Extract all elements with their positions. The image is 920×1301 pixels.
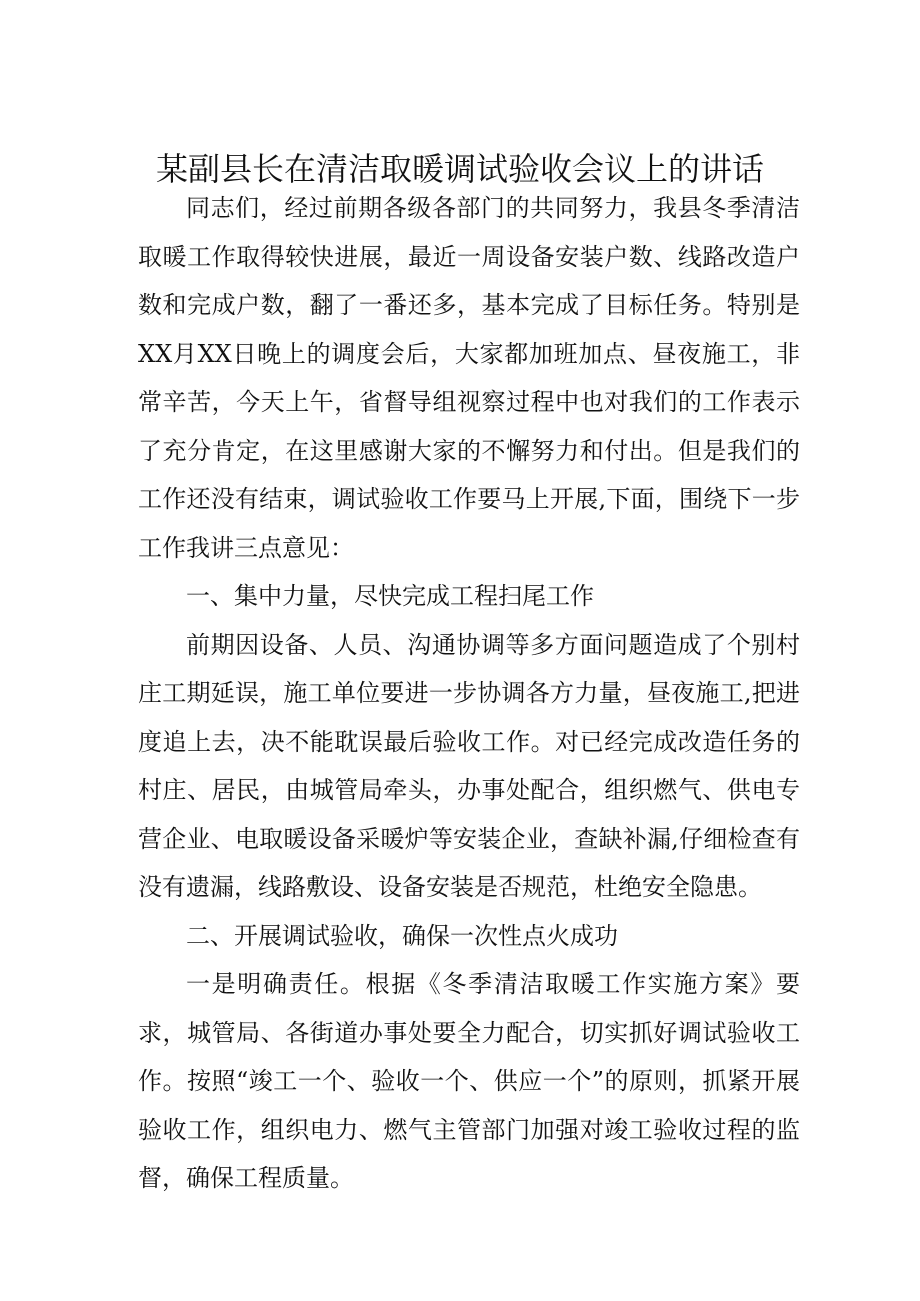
section-heading-two: 二、开展调试验收，确保一次性点火成功: [186, 921, 618, 950]
document-title: 某副县长在清洁取暖调试验收会议上的讲话: [155, 150, 764, 188]
paragraph-section-one: 前期因设备、人员、沟通协调等多方面问题造成了个别村庄工期延误，施工单位要进一步协调各方力量，昼夜施工,把进度追上去，决不能耽误最后验收工作。对已经完成改造任务的村庄、居民，由城管局牵头，办事处配合，组织燃气、供电专营企业、电取暖设备采暖炉等安装企业，查缺补漏,仔细检查有没有遗漏，线路敷设、设备安装是否规范，杜绝安全隐患。: [138, 630, 800, 901]
paragraph-opening: 同志们，经过前期各级各部门的共同努力，我县冬季清洁取暖工作取得较快进展，最近一周设备安装户数、线路改造户数和完成户数，翻了一番还多，基本完成了目标任务。特别是XX月XX日晚上的调度会后，大家都加班加点、昼夜施工，非常辛苦，今天上午，省督导组视察过程中也对我们的工作表示了充分肯定，在这里感谢大家的不懈努力和付出。但是我们的工作还没有结束，调试验收工作要马上开展,下面，围绕下一步工作我讲三点意见：: [138, 194, 800, 562]
document-body: [138, 184, 800, 1203]
paragraph-section-two: 一是明确责任。根据《冬季清洁取暖工作实施方案》要求，城管局、各街道办事处要全力配合，切实抓好调试验收工作。按照“竣工一个、验收一个、供应一个”的原则，抓紧开展验收工作，组织电力、燃气主管部门加强对竣工验收过程的监督，确保工程质量。: [138, 970, 800, 1192]
section-heading-one: 一、集中力量，尽快完成工程扫尾工作: [186, 582, 594, 610]
